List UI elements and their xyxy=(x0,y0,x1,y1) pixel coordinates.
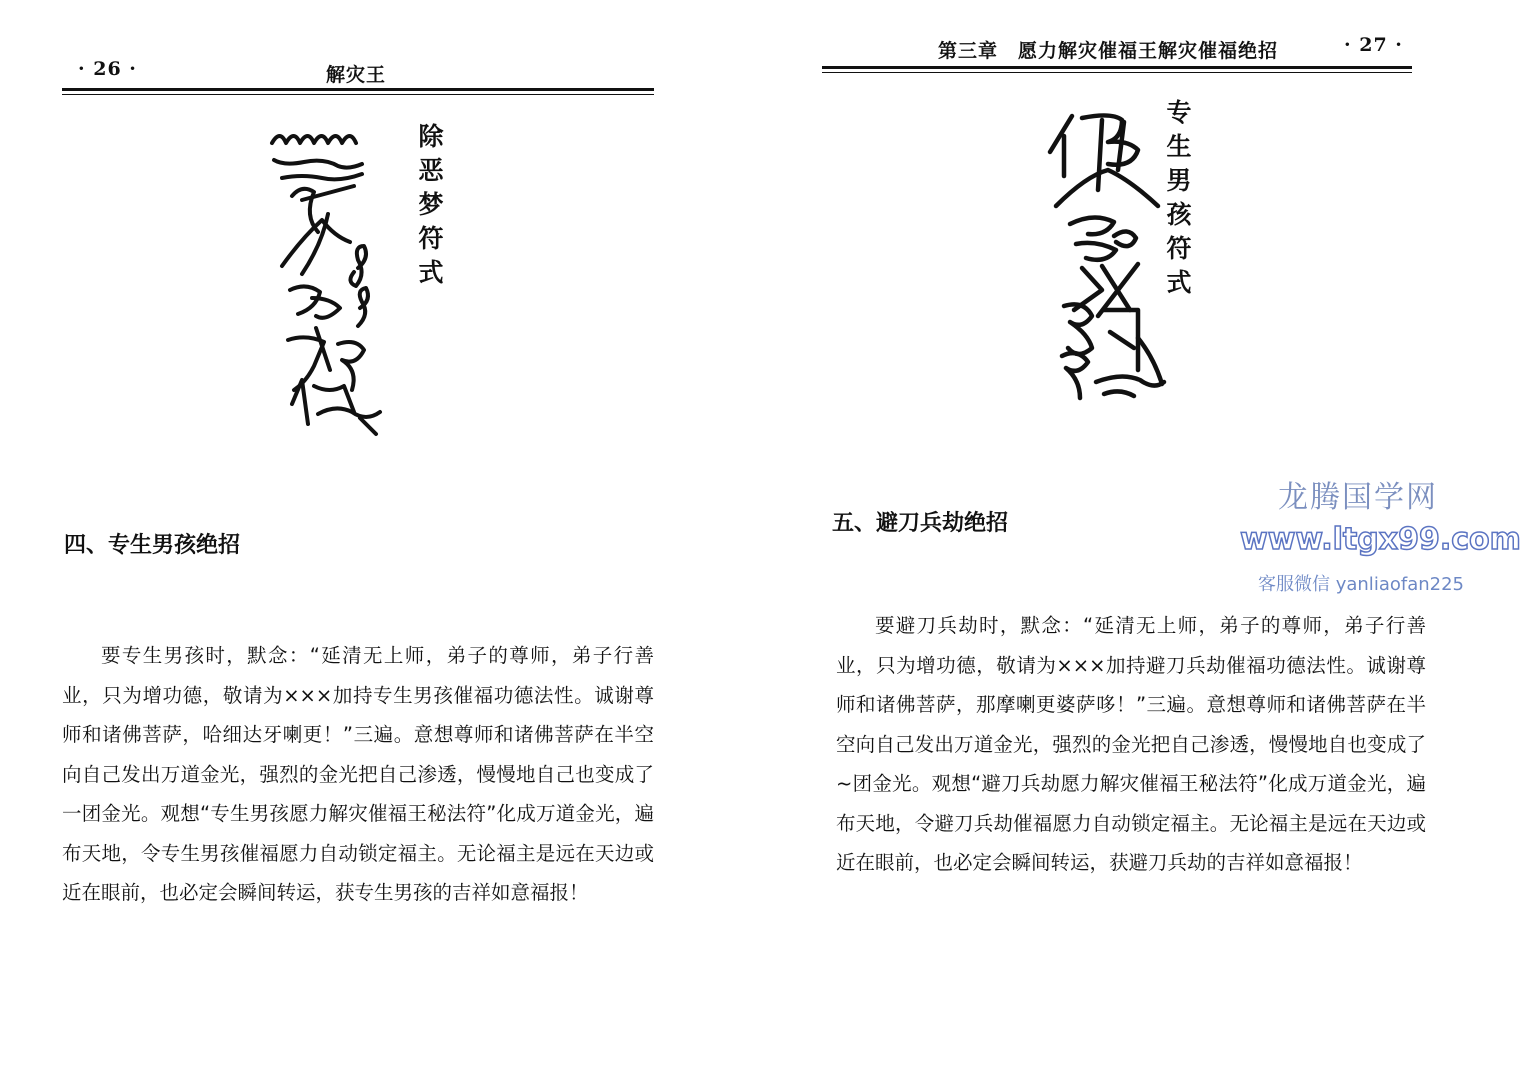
caption-char: 男 xyxy=(1166,166,1192,195)
page-number: · 27 · xyxy=(1344,34,1403,56)
caption-char: 恶 xyxy=(418,156,444,185)
caption-char: 式 xyxy=(418,258,444,287)
section-paragraph: 要避刀兵劫时，默念：“延清无上师，弟子的尊师，弟子行善业，只为增功德，敬请为×××加持避刀兵劫催福功德法性。诚谢尊师和诸佛菩萨，那摩喇更婆萨哆！”三遍。意想尊师和诸佛菩萨在半空向自己发出万道金光，强烈的金光把自己渗透，慢慢地自也变成了~团金光。观想“避刀兵劫愿力解灾催福王秘法符”化成万道金光，遍布天地，令避刀兵劫催福愿力自动锁定福主。无论福主是远在天边或近在眼前，也必定会瞬间转运，获避刀兵劫的吉祥如意福报！ xyxy=(836,614,1426,874)
page-number: · 26 · xyxy=(78,58,137,80)
left-page xyxy=(0,0,744,1080)
section-heading: 四、专生男孩绝招 xyxy=(64,533,241,558)
watermark-url: www.ltgx99.com xyxy=(1240,522,1521,557)
caption-char: 式 xyxy=(1166,268,1192,297)
header-rule-thin xyxy=(822,72,1412,73)
section-heading: 五、避刀兵劫绝招 xyxy=(832,511,1009,536)
watermark-contact: 客服微信 yanliaofan225 xyxy=(1258,574,1464,595)
caption-char: 孩 xyxy=(1166,200,1192,229)
section-paragraph: 要专生男孩时，默念：“延清无上师，弟子的尊师，弟子行善业，只为增功德，敬请为×××加持专生男孩催福功德法性。诚谢尊师和诸佛菩萨，哈细达牙喇更！”三遍。意想尊师和诸佛菩萨在半空向自己发出万道金光，强烈的金光把自己渗透，慢慢地自己也变成了一团金光。观想“专生男孩愿力解灾催福王秘法符”化成万道金光，遍布天地，令专生男孩催福愿力自动锁定福主。无论福主是远在天边或近在眼前，也必定会瞬间转运，获专生男孩的吉祥如意福报！ xyxy=(62,644,654,904)
header-rule xyxy=(822,66,1412,69)
caption-char: 符 xyxy=(1166,234,1192,263)
caption-char: 梦 xyxy=(418,190,444,219)
caption-char: 生 xyxy=(1166,132,1192,161)
caption-char: 除 xyxy=(418,122,444,151)
chapter-header: 第三章 愿力解灾催福王解灾催福绝招 xyxy=(938,40,1279,62)
nightmare-removal-talisman xyxy=(262,118,392,438)
caption-char: 专 xyxy=(1166,98,1192,127)
header-rule xyxy=(62,88,654,91)
talisman-caption xyxy=(1164,96,1194,300)
caption-char: 符 xyxy=(418,224,444,253)
header-rule-thin xyxy=(62,94,654,95)
talisman-caption xyxy=(416,120,446,290)
watermark-site-name: 龙腾国学网 xyxy=(1278,480,1438,515)
running-title: 解灾王 xyxy=(326,64,387,86)
son-birth-talisman xyxy=(1042,96,1172,412)
